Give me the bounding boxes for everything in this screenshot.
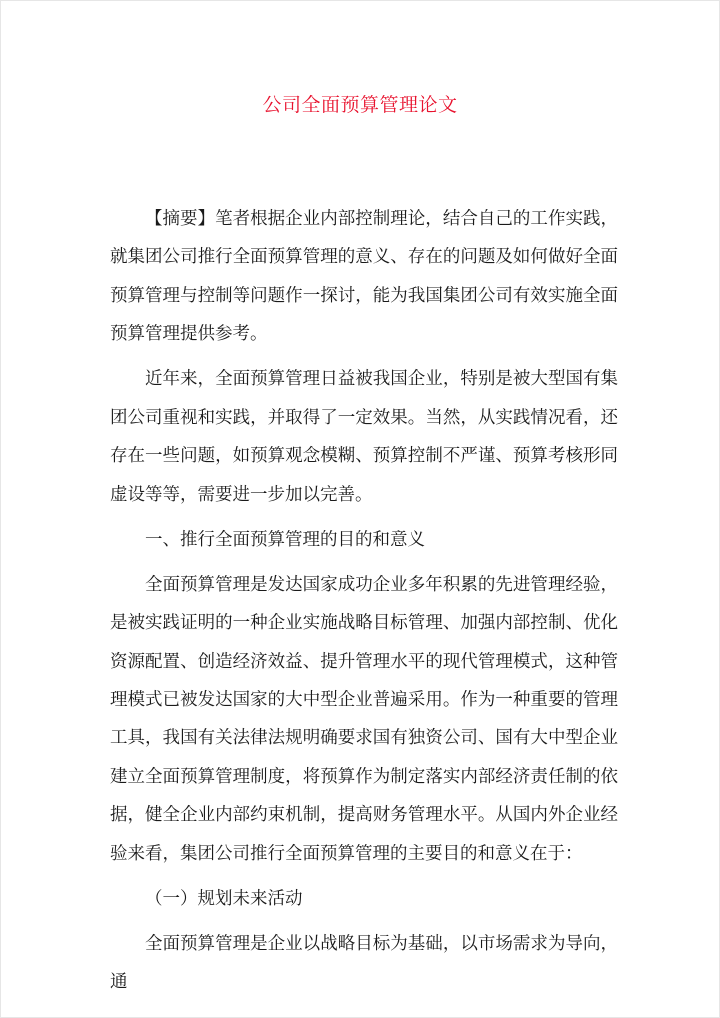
- section-1-paragraph: 全面预算管理是发达国家成功企业多年积累的先进管理经验，是被实践证明的一种企业实施战略目标管理、加强内部控制、优化资源配置、创造经济效益、提升管理水平的现代管理模式，这种管理模式已被发达国家的大中型企业普遍采用。作为一种重要的管理工具，我国有关法律法规明确要求国有独资公司、国有大中型企业建立全面预算管理制度，将预算作为制定落实内部经济责任制的依据，健全企业内部约束机制，提高财务管理水平。从国内外企业经验来看，集团公司推行全面预算管理的主要目的和意义在于：: [110, 574, 618, 864]
- abstract-paragraph: 【摘要】笔者根据企业内部控制理论，结合自己的工作实践，就集团公司推行全面预算管理的意义、存在的问题及如何做好全面预算管理与控制等问题作一探讨，能为我国集团公司有效实施全面预算管理提供参考。: [110, 209, 618, 345]
- subsection-1-paragraph: 全面预算管理是企业以战略目标为基础，以市场需求为导向，通: [110, 933, 618, 993]
- intro-paragraph: 近年来，全面预算管理日益被我国企业，特别是被大型国有集团公司重视和实践，并取得了一定效果。当然，从实践情况看，还存在一些问题，如预算观念模糊、预算控制不严谨、预算考核形同虚设等等，需要进一步加以完善。: [110, 369, 618, 505]
- document-title: 公司全面预算管理论文: [262, 94, 458, 116]
- section-heading-1: 一、推行全面预算管理的目的和意义: [145, 529, 425, 550]
- subsection-heading-1: （一）规划未来活动: [145, 888, 303, 909]
- document-body: [110, 200, 618, 1008]
